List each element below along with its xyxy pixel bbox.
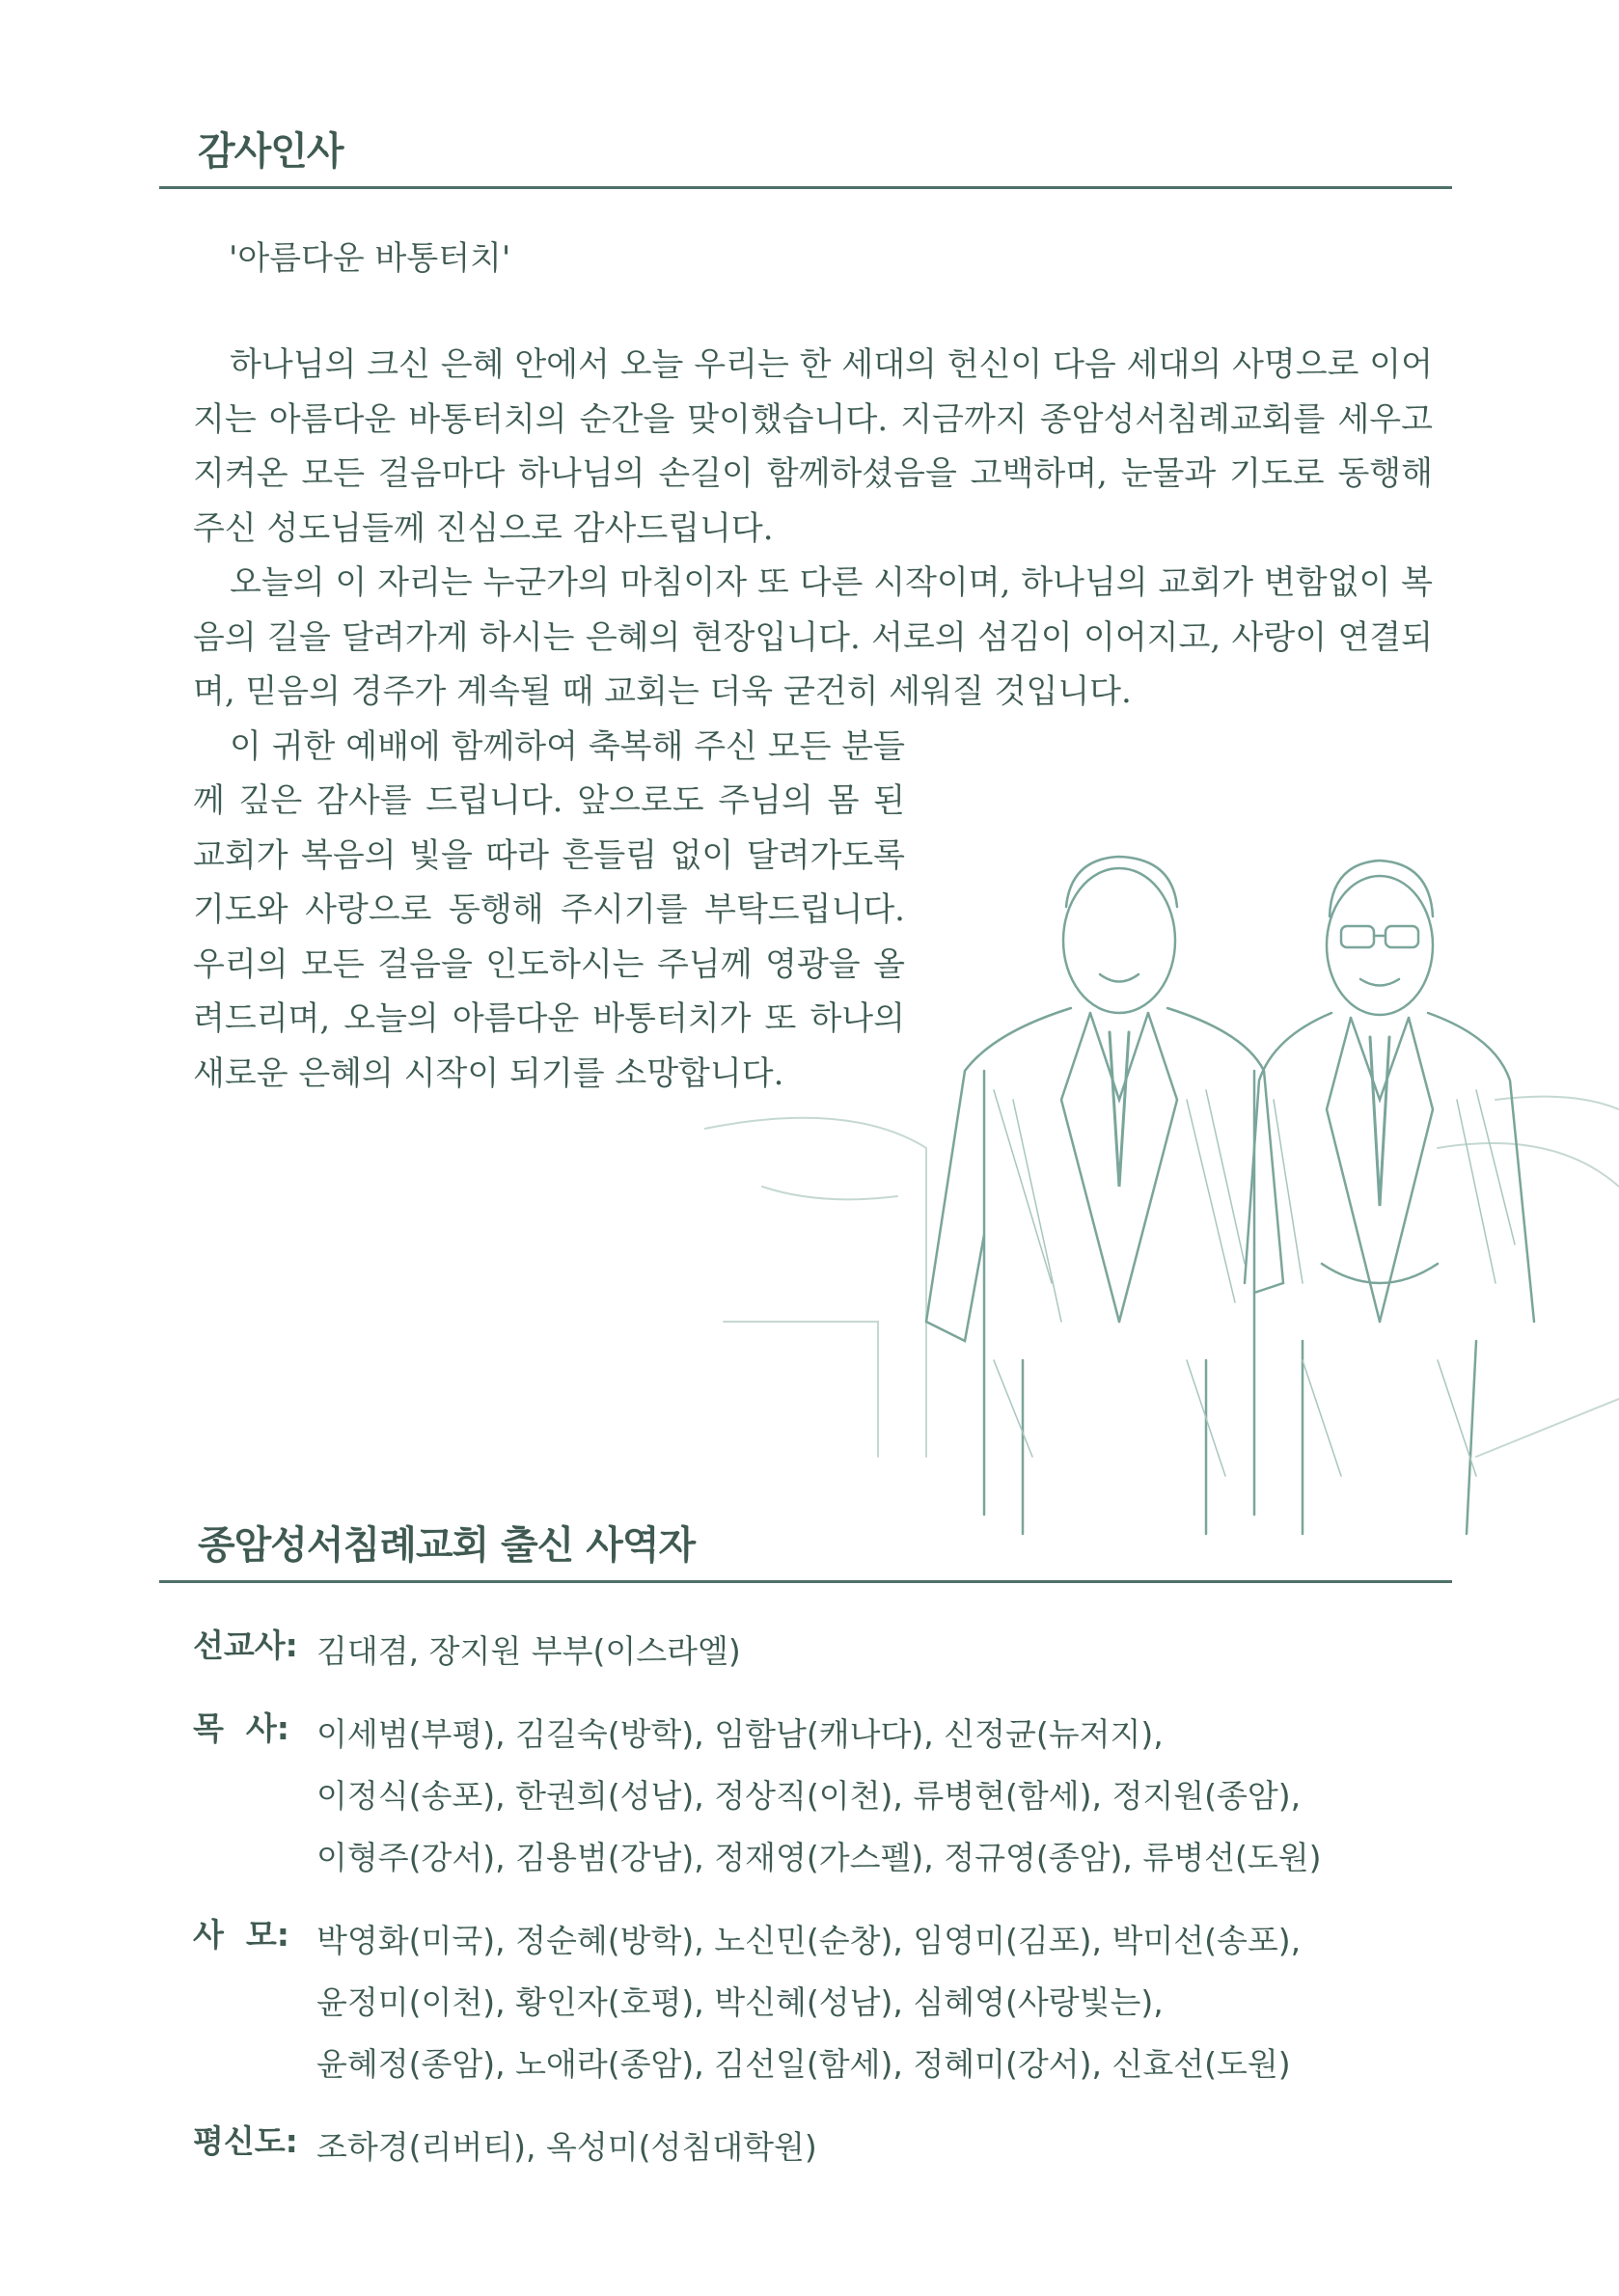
row-label: 목 사: — [193, 1709, 289, 1747]
section-title-ministers: 종암성서침례교회 출신 사역자 — [198, 1523, 696, 1568]
row-line: 박영화(미국), 정순혜(방학), 노신민(순창), 임영미(김포), 박미선(송포), — [316, 1922, 1302, 1959]
paragraph-2: 오늘의 이 자리는 누군가의 마침이자 또 다른 시작이며, 하나님의 교회가 변함없이 복음의 길을 달려가게 하시는 은혜의 현장입니다. 서로의 섬김이 이어지고, 사랑이 연결되며, 믿음의 경주가 계속될 때 교회는 더욱 굳건히 세워질 것입니다. — [193, 563, 1433, 711]
row-line: 윤정미(이천), 황인자(호평), 박신혜(성남), 심혜영(사랑빛는), — [316, 1983, 1164, 2021]
row-line: 조하경(리버티), 옥성미(성침대학원) — [316, 2128, 817, 2166]
row-line: 이정식(송포), 한권희(성남), 정상직(이천), 류병현(함세), 정지원(종암), — [316, 1777, 1302, 1815]
section-title-thanks: 감사인사 — [198, 129, 343, 174]
row-line: 이형주(강서), 김용범(강남), 정재영(가스펠), 정규영(종암), 류병선(도원) — [316, 1839, 1322, 1876]
pastor-row — [193, 1704, 1447, 1889]
quote-title: '아름다운 바통터치' — [229, 239, 511, 278]
row-line: 김대겸, 장지원 부부(이스라엘) — [316, 1632, 741, 1670]
row-label: 평신도: — [193, 2122, 298, 2160]
row-line: 이세범(부평), 김길숙(방학), 임함남(캐나다), 신정균(뉴저지), — [316, 1715, 1164, 1753]
ministers-list — [193, 1621, 1447, 2200]
paragraph-3: 이 귀한 예배에 함께하여 축복해 주신 모든 분들께 깊은 감사를 드립니다. 앞으로도 주님의 몸 된 교회가 복음의 빛을 따라 흔들림 없이 달려가도록 기도와 사랑으로 동행해 주시기를 부탁드립니다. 우리의 모든 걸음을 인도하시는 주님께 영광을 올려드리며, 오늘의 아름다운 바통터치가 또 하나의 새로운 은혜의 시작이 되기를 소망합니다. — [193, 726, 905, 1093]
pastors-sketch-illustration — [704, 781, 1619, 1553]
layperson-row — [193, 2117, 1447, 2178]
row-line: 윤혜정(종암), 노애라(종암), 김선일(함세), 정혜미(강서), 신효선(도원) — [316, 2045, 1291, 2083]
pastor-wife-row — [193, 1910, 1447, 2095]
ministers-rule — [159, 1580, 1452, 1583]
row-label: 사 모: — [193, 1916, 289, 1954]
row-label: 선교사: — [193, 1626, 298, 1664]
missionary-row — [193, 1621, 1447, 1682]
title-rule — [159, 186, 1452, 189]
paragraph-1: 하나님의 크신 은혜 안에서 오늘 우리는 한 세대의 헌신이 다음 세대의 사명으로 이어지는 아름다운 바통터치의 순간을 맞이했습니다. 지금까지 종암성서침례교회를 세우고 지켜온 모든 걸음마다 하나님의 손길이 함께하셨음을 고백하며, 눈물과 기도로 동행해 주신 성도님들께 진심으로 감사드립니다. — [193, 345, 1433, 548]
